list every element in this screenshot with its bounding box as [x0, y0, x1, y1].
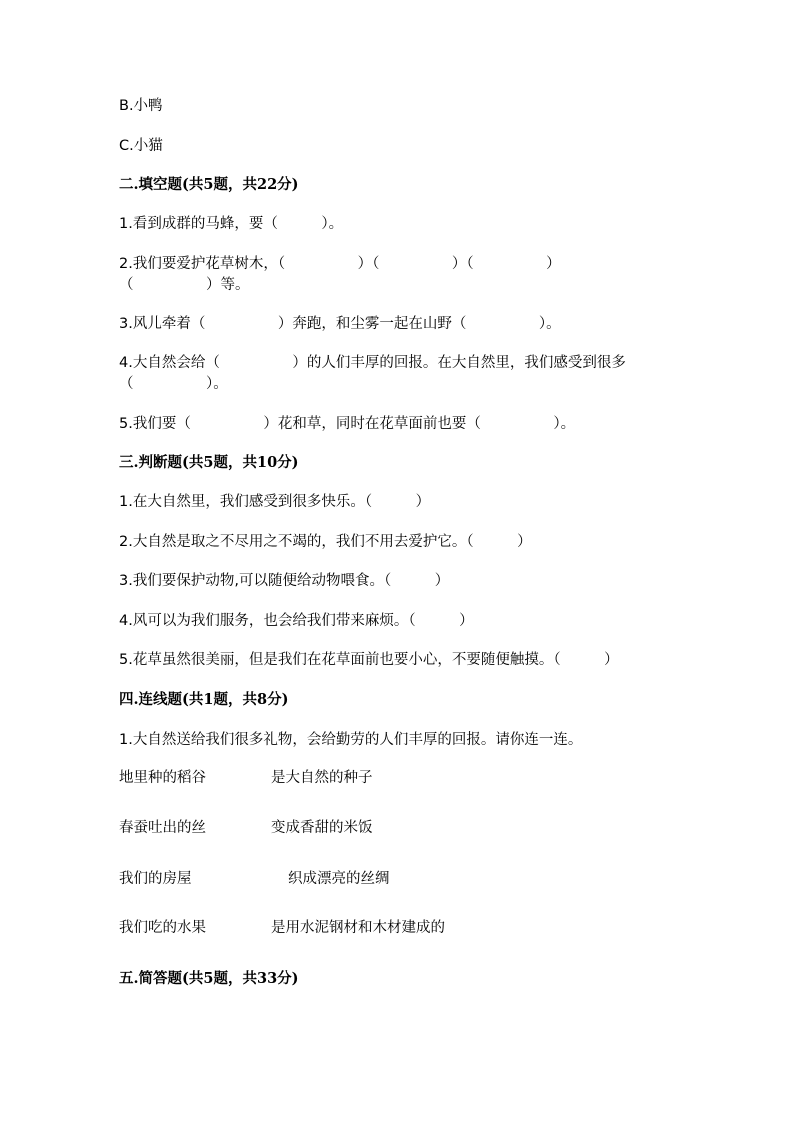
judge-question-2: 2.大自然是取之不尽用之不竭的，我们不用去爱护它。（ ） — [119, 534, 532, 550]
fill-question-5: 5.我们要（ ）花和草，同时在花草面前也要（ ）。 — [119, 416, 576, 432]
judge-question-5: 5.花草虽然很美丽，但是我们在花草面前也要小心，不要随便触摸。（ ） — [119, 652, 619, 668]
fill-question-2-line-2: （ ）等。 — [119, 277, 250, 293]
match-left-item: 我们的房屋 — [119, 871, 192, 887]
option-b: B.小鸭 — [119, 98, 163, 114]
match-right-item: 是用水泥钢材和木材建成的 — [271, 920, 445, 936]
fill-question-2-line-1: 2.我们要爱护花草树木，（ ）（ ）（ ） — [119, 256, 561, 272]
fill-question-3: 3.风儿牵着（ ）奔跑，和尘雾一起在山野（ ）。 — [119, 316, 561, 332]
match-left-item: 春蚕吐出的丝 — [119, 820, 206, 836]
judge-question-4: 4.风可以为我们服务，也会给我们带来麻烦。（ ） — [119, 613, 474, 629]
match-left-item: 地里种的稻谷 — [119, 770, 206, 786]
match-right-item: 织成漂亮的丝绸 — [288, 871, 390, 887]
match-right-item: 变成香甜的米饭 — [271, 820, 373, 836]
section-2-heading: 二.填空题(共5题，共22分) — [119, 176, 299, 193]
match-right-item: 是大自然的种子 — [271, 770, 373, 786]
section-3-heading: 三.判断题(共5题，共10分) — [119, 454, 299, 471]
match-left-item: 我们吃的水果 — [119, 920, 206, 936]
judge-question-3: 3.我们要保护动物,可以随便给动物喂食。（ ） — [119, 573, 450, 589]
fill-question-4-line-1: 4.大自然会给（ ）的人们丰厚的回报。在大自然里，我们感受到很多 — [119, 355, 626, 371]
section-5-heading: 五.简答题(共5题，共33分) — [119, 970, 299, 987]
fill-question-4-line-2: （ ）。 — [119, 376, 228, 392]
option-c: C.小猫 — [119, 138, 163, 154]
match-question-1: 1.大自然送给我们很多礼物，会给勤劳的人们丰厚的回报。请你连一连。 — [119, 732, 583, 748]
fill-question-1: 1.看到成群的马蜂，要（ ）。 — [119, 216, 344, 232]
section-4-heading: 四.连线题(共1题，共8分) — [119, 691, 289, 708]
judge-question-1: 1.在大自然里，我们感受到很多快乐。（ ） — [119, 494, 431, 510]
